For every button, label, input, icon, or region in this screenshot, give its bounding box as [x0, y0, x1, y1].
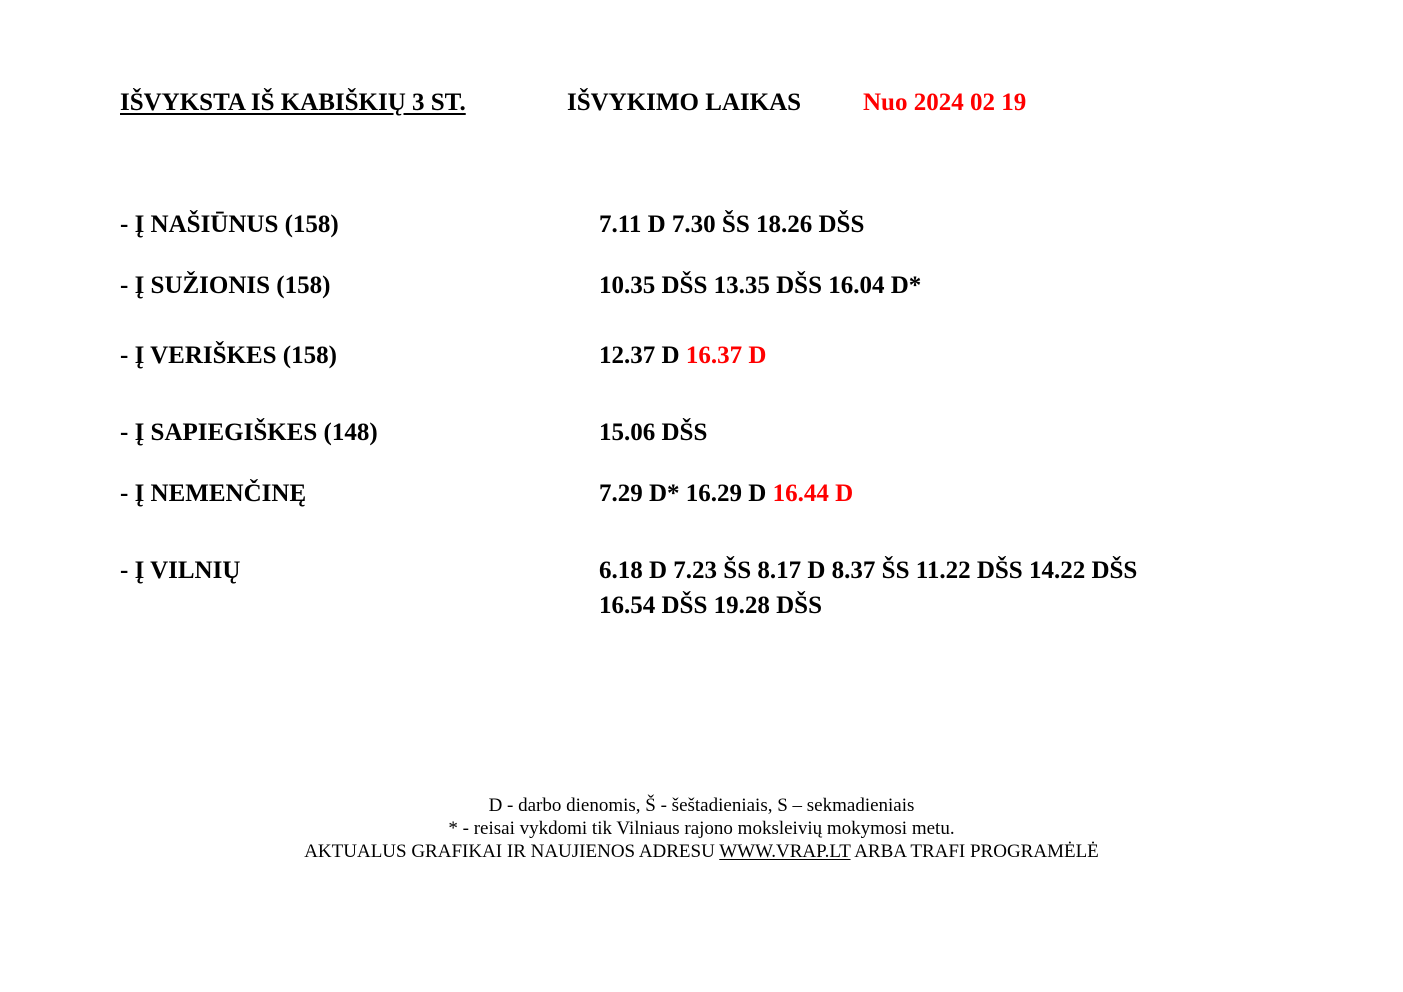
route-destination: - Į NEMENČINĘ — [120, 480, 307, 507]
route-times — [599, 207, 1239, 242]
departure-times-highlighted: 16.37 D — [685, 342, 767, 369]
stop-title: IŠVYKSTA IŠ KABIŠKIŲ 3 ST. — [120, 89, 466, 116]
departure-time-label: IŠVYKIMO LAIKAS — [567, 89, 802, 116]
legend-text: D - darbo dienomis, Š - šeštadieniais, S – sekmadieniais — [488, 795, 915, 816]
route-times — [599, 268, 1239, 303]
footnote-text: * - reisai vykdomi tik Vilniaus rajono moksleivių mokymosi metu. — [448, 818, 955, 839]
website-link[interactable]: WWW.VRAP.LT — [719, 841, 851, 862]
departure-times: 7.11 D 7.30 ŠS 18.26 DŠS — [599, 211, 865, 238]
route-times — [599, 415, 1239, 450]
departure-times: 10.35 DŠS 13.35 DŠS 16.04 D* — [599, 272, 922, 299]
route-destination: - Į NAŠIŪNUS (158) — [120, 211, 339, 238]
route-times — [599, 476, 1239, 511]
route-destination: - Į SAPIEGIŠKES (148) — [120, 419, 378, 446]
schedule-footer — [0, 794, 1403, 863]
route-destination: - Į VILNIŲ — [120, 557, 241, 584]
departure-times-highlighted: 16.44 D — [772, 480, 854, 507]
departure-times: 7.29 D* 16.29 D — [599, 480, 773, 507]
route-destination: - Į VERIŠKES (158) — [120, 342, 337, 369]
info-line — [0, 840, 1403, 863]
valid-from-date: Nuo 2024 02 19 — [863, 89, 1027, 116]
departure-times: 12.37 D — [599, 342, 686, 369]
info-suffix: ARBA TRAFI PROGRAMĖLĖ — [850, 841, 1099, 862]
departure-times: 6.18 D 7.23 ŠS 8.17 D 8.37 ŠS 11.22 DŠS 14.22 DŠS — [599, 557, 1138, 584]
route-destination: - Į SUŽIONIS (158) — [120, 272, 331, 299]
departure-times-continued: 16.54 DŠS 19.28 DŠS — [599, 592, 822, 619]
route-times — [599, 338, 1239, 373]
info-prefix: AKTUALUS GRAFIKAI IR NAUJIENOS ADRESU — [304, 841, 720, 862]
departure-times: 15.06 DŠS — [599, 419, 708, 446]
route-times — [599, 553, 1239, 623]
